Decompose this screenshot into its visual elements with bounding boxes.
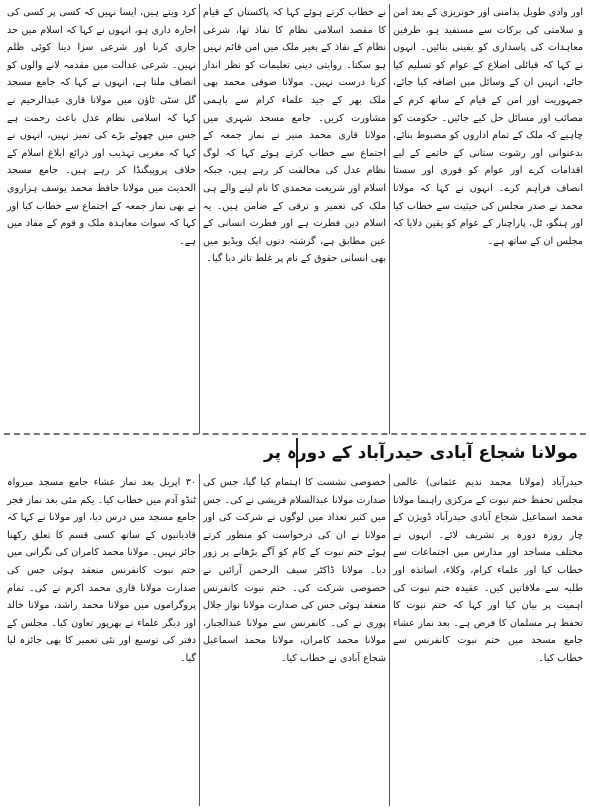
- bottom-column-left-text: ۳۰ اپریل بعد نماز عشاء جامع مسجد میرواہ ٹنڈو آدم میں خطاب کیا۔ یکم مئی بعد نماز فجر جامع مسجد میں درس دیا، اور مولانا نے کہا کہ قادیانیوں کے ساتھ کسی قسم کا تعلق رکھنا جائز نہیں۔ مولانا محمد کامران کی نگرانی میں ختم نبوت کانفرنس منعقد ہوئی جس کی صدارت مولانا قاری محمد اکرم نے کی۔ تمام پروگراموں میں مولانا محمد راشد، مولانا خالد اور دیگر علماء نے بھرپور تعاون کیا۔ مجلس کے دفتر کی توسیع اور نئی تعمیر کا بھی جائزہ لیا گیا۔: [7, 477, 196, 664]
- bottom-column-right: [390, 474, 586, 806]
- bottom-article-columns: [4, 474, 586, 806]
- bottom-column-middle: [200, 474, 390, 806]
- bottom-page: [4, 4, 586, 806]
- top-column-left-text: کرد ویتے ہیں، ایسا نہیں کہ کسی پر کسی کی اجارہ داری ہو، انہوں نے کہا کہ اسلام میں حد جاری کرنا اور شرعی سزا دینا کوئی ظلم نہیں۔ شرعی عدالت میں مقدمہ لانے والوں کو انصاف ملتا ہے، انہوں نے کہا کہ جامع مسجد گل سٹی ٹاؤن میں مولانا قاری عبدالرحیم نے کہا کہ اسلامی نظام عدل باعث رحمت ہے جس میں چھوٹے بڑے کی تمیز نہیں، انہوں نے کہا کہ مغربی تہذیب اور ذرائع ابلاغ اسلام کے خلاف پروپیگنڈا کر رہے ہیں۔ جامع مسجد الحدیث میں مولانا حافظ محمد یوسف ہزاروی نے بھی نماز جمعہ کے اجتماع سے خطاب کیا اور کہا کہ سوات معاہدہ ملک و قوم کے مفاد میں ہے۔: [7, 7, 196, 247]
- article-headline: مولانا شجاع آبادی حیدرآباد کے دورہ پر: [264, 443, 578, 463]
- bottom-column-right-text: حیدرآباد (مولانا محمد ندیم عثمانی) عالمی مجلس تحفظ ختم نبوت کے مرکزی راہنما مولانا محمد اسماعیل شجاع آبادی حیدرآباد ڈویژن کے چار روزہ دورہ پر تشریف لائے۔ انہوں نے مختلف مساجد اور مدارس میں اجتماعات سے خطاب کیا اور علماء کرام، وکلاء، اساتذہ اور طلبہ سے ملاقاتیں کیں۔ عقیدہ ختم نبوت کی اہمیت پر بیان کیا اور کہا کہ ختم نبوت کا تحفظ ہر مسلمان کا فرض ہے۔ بعد نماز عشاء جامع مسجد میں ختم نبوت کانفرنس سے خطاب کیا۔: [393, 477, 583, 664]
- bottom-column-middle-text: خصوصی نشست کا اہتمام کیا گیا، جس کی صدارت مولانا عبدالسلام قریشی نے کی۔ جس میں کثیر تعداد میں لوگوں نے شرکت کی اور مولانا نے ان کی درخواست کو منظور کرتے ہوئے ختم نبوت کے کام کو آگے بڑھانے پر زور دیا۔ مولانا ڈاکٹر سیف الرحمن آرائیں نے خصوصی شرکت کی۔ ختم نبوت کانفرنس منعقد ہوئی جس کی صدارت مولانا نواز جلال پوری نے کی۔ کانفرنس سے مولانا عبدالجبار، مولانا محمد کامران، مولانا محمد اسماعیل شجاع آبادی نے خطاب کیا۔: [203, 477, 386, 664]
- top-column-middle-text: نے خطاب کرتے ہوئے کہا کہ پاکستان کے قیام کا مقصد اسلامی نظام کا نفاذ تھا، شرعی نظام کے نفاذ کے بغیر ملک میں امن قائم نہیں ہو سکتا۔ روایتی دینی تعلیمات کو نظر انداز کرنا درست نہیں۔ مولانا صوفی محمد بھی ملک بھر کے جید علماء کرام سے باہمی مشاورت کریں۔ جامع مسجد شہری میں مولانا قاری محمد منیر نے نماز جمعہ کے اجتماع سے خطاب کرتے ہوئے کہا کہ لوگ نظام عدل کی مخالفت کر رہے ہیں، جبکہ اسلام اور شریعت محمدی کا نام لینے والے ہی ملک کی تعمیر و ترقی کے ضامن ہیں۔ یہ اسلام دین فطرت ہے اور فطرت انسانی کے عین مطابق ہے، گزشتہ دنوں ایک ویڈیو میں بھی انسانی حقوق کے نام پر غلط تاثر دیا گیا۔: [203, 7, 386, 265]
- top-column-right-text: اور وادی طویل بدامنی اور خونریزی کے بعد امن و سلامتی کی برکات سے مستفید ہو، طرفین معاہدات کی پاسداری کو یقینی بنائیں۔ انہوں نے کہا کہ قبائلی اضلاع کے عوام کو تسلیم کیا جائے، انہیں ان کے وسائل میں اضافہ کیا جائے، جمہوریت اور امن کے قیام کے ساتھ کرم کے مصائب اور مسائل حل کیے جائیں۔ حکومت کو چاہیے کہ ملک کے تمام اداروں کو مضبوط بنائے، بدعنوانی اور رشوت ستانی کے خاتمے کے لیے اقدامات کرے اور عوام کو فوری اور سستا انصاف فراہم کرے۔ انہوں نے کہا کہ مولانا محمد نے صدر مجلس کی حیثیت سے خطاب کیا اور ہنگو، ٹل، پاراچنار کے عوام کو یقین دلایا کہ مجلس ان کے ساتھ ہے۔: [393, 7, 583, 247]
- bottom-column-left: [4, 474, 200, 806]
